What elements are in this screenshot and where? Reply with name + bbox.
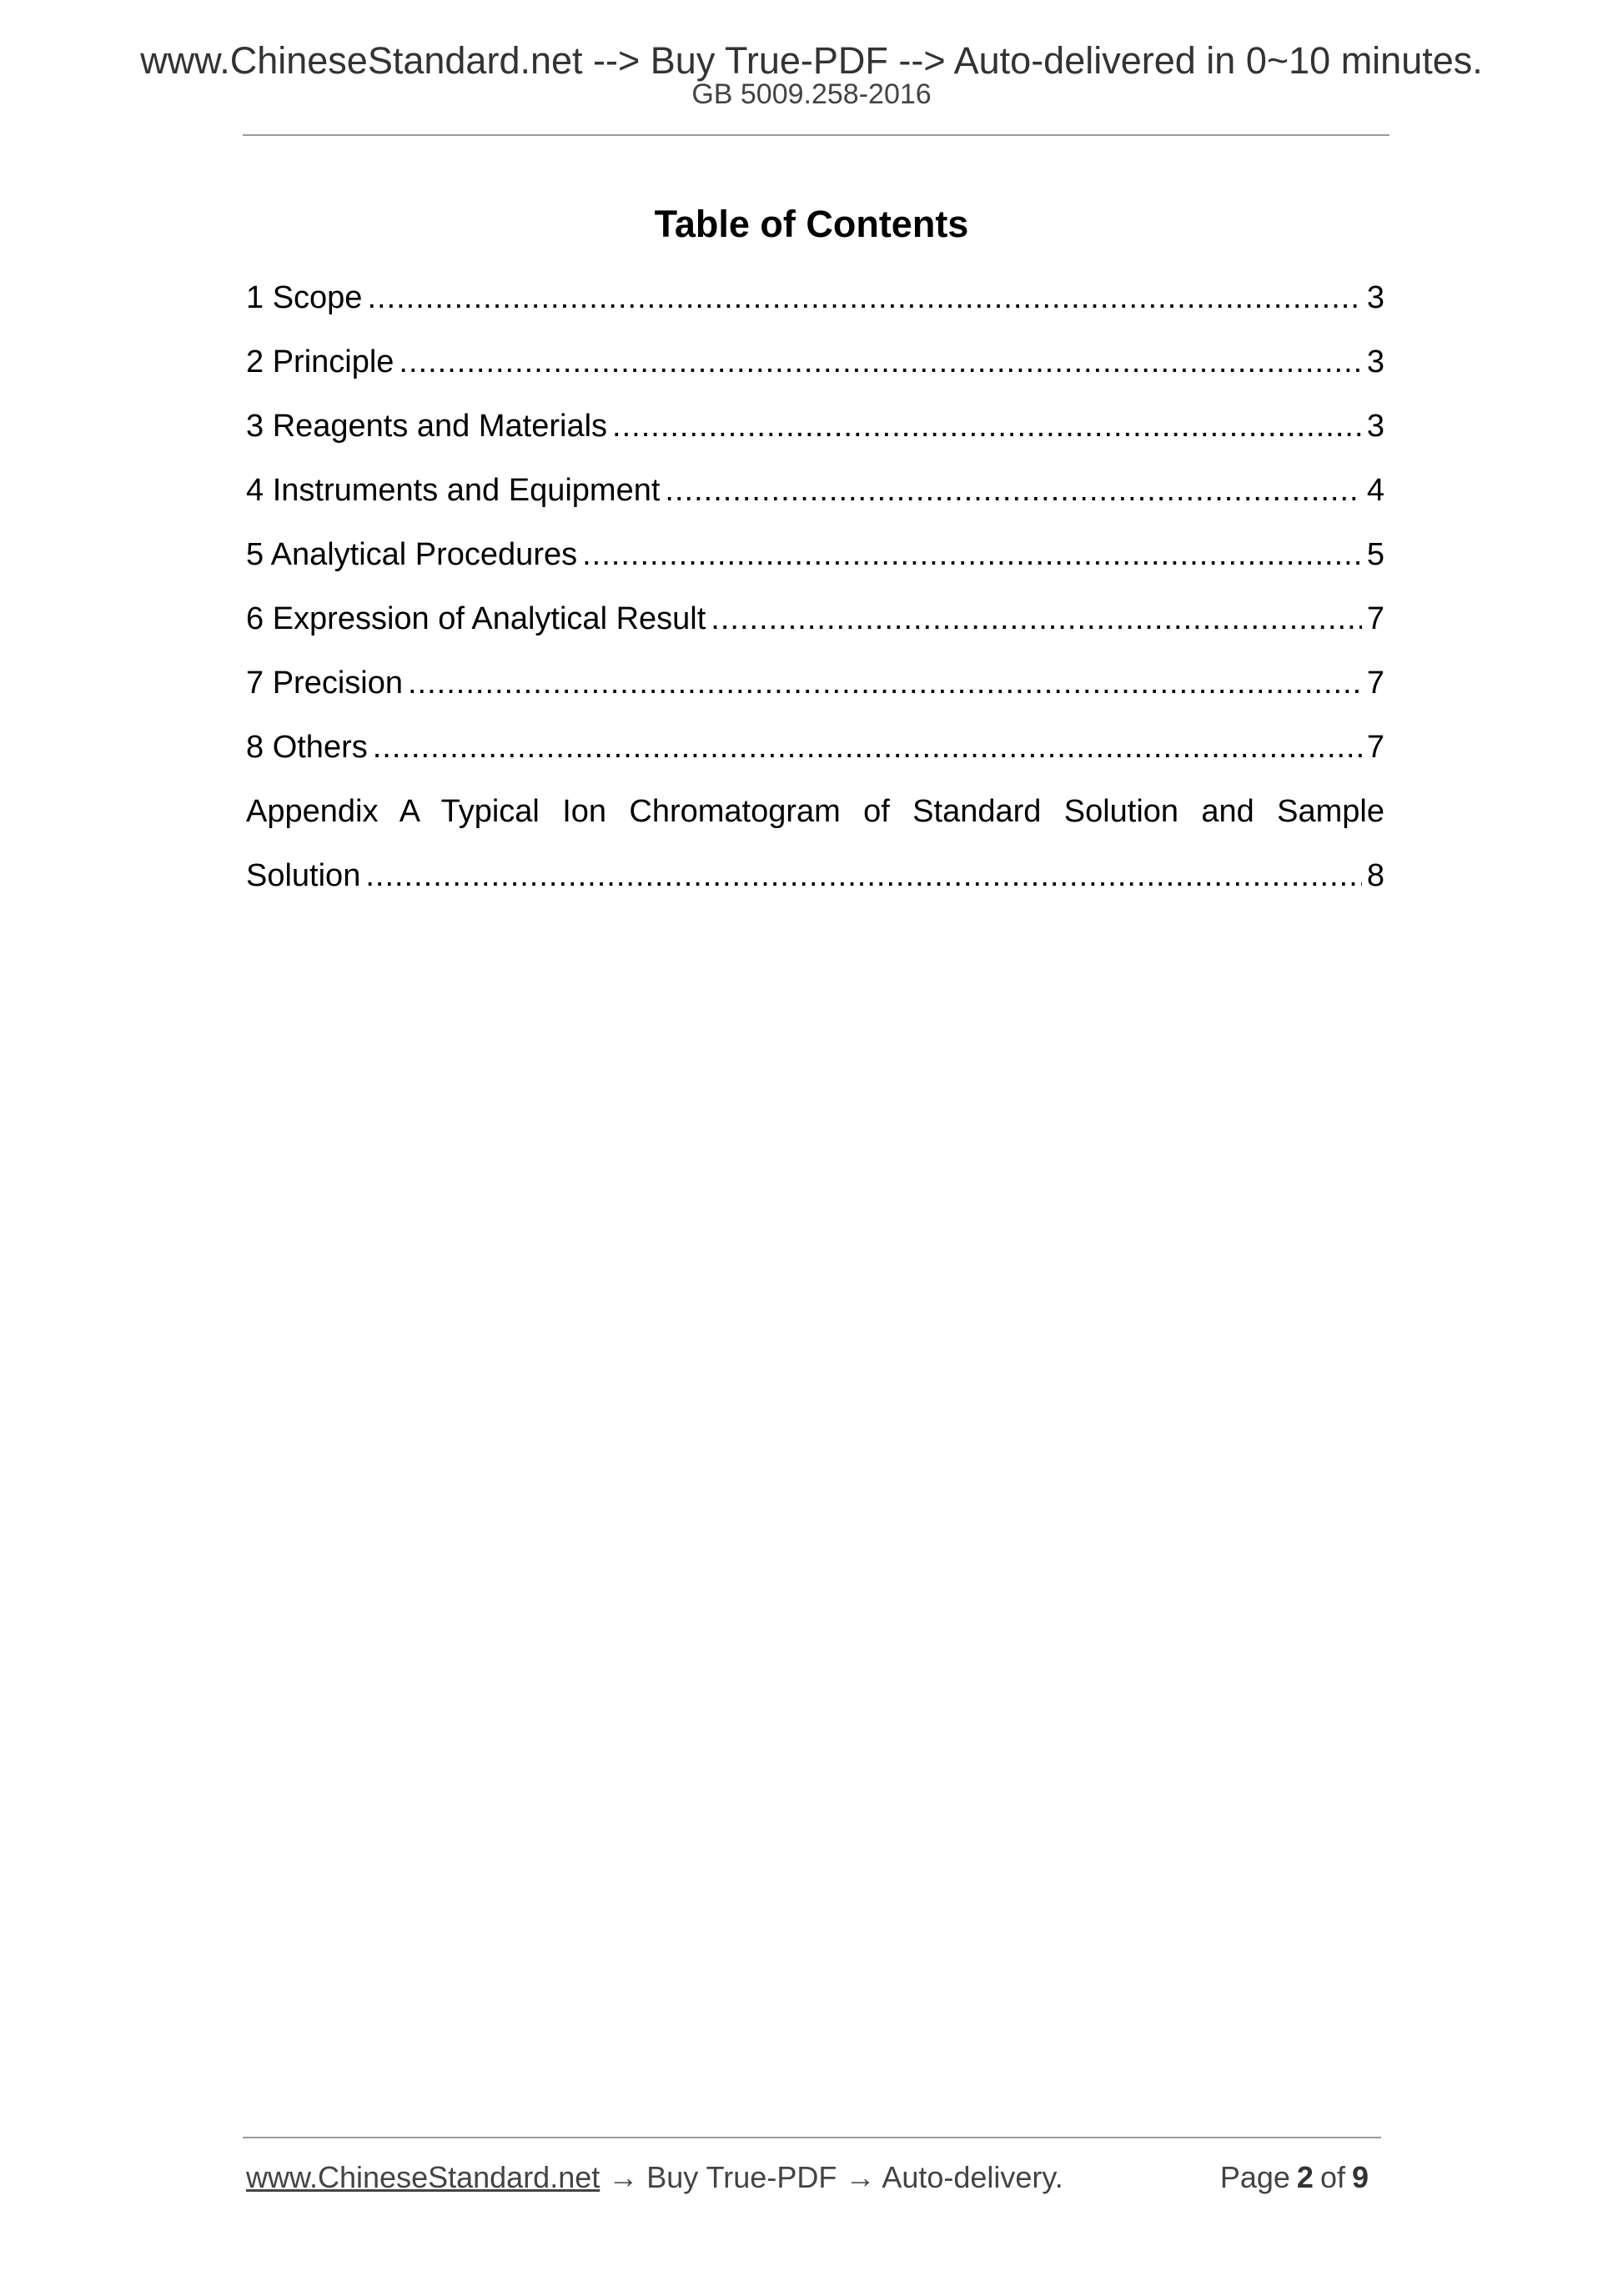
page-footer (246, 2160, 1380, 2194)
toc-entry-appendix-line2[interactable] (246, 860, 1384, 924)
toc-entry-instruments[interactable] (246, 475, 1384, 539)
top-banner: www.ChineseStandard.net --> Buy True-PDF --> Auto-delivered in 0~10 minutes. (140, 39, 1483, 82)
toc-entry-page: 5 (1366, 537, 1384, 572)
toc-entry-label: 5 Analytical Procedures (246, 537, 578, 572)
toc-entry-page: 3 (1366, 409, 1384, 444)
dot-leader (365, 860, 1362, 892)
table-of-contents (246, 282, 1384, 924)
toc-entry-label: 6 Expression of Analytical Result (246, 601, 706, 636)
dot-leader (665, 475, 1361, 506)
toc-entry-principle[interactable] (246, 346, 1384, 410)
toc-entry-page: 3 (1366, 344, 1384, 379)
dot-leader (399, 346, 1361, 378)
toc-entry-label: 4 Instruments and Equipment (246, 473, 661, 508)
toc-entry-page: 4 (1366, 473, 1384, 508)
toc-entry-page: 7 (1366, 730, 1384, 765)
footer-divider (243, 2137, 1381, 2138)
document-code: GB 5009.258-2016 (691, 78, 932, 110)
toc-entry-page: 3 (1366, 280, 1384, 315)
dot-leader (367, 282, 1361, 314)
toc-entry-label: Appendix A Typical Ion Chromatogram of Standard Solution and Sample (246, 794, 1384, 829)
of-word: of (1319, 2160, 1345, 2194)
toc-entry-reagents[interactable] (246, 410, 1384, 475)
dot-leader (582, 539, 1362, 570)
dot-leader (373, 731, 1362, 763)
toc-entry-label: 2 Principle (246, 344, 394, 379)
toc-entry-label: 8 Others (246, 730, 368, 765)
toc-entry-page: 7 (1366, 666, 1384, 701)
toc-entry-expression[interactable] (246, 603, 1384, 667)
toc-entry-label: Solution (246, 858, 361, 893)
toc-entry-page: 7 (1366, 601, 1384, 636)
dot-leader (711, 603, 1362, 635)
toc-title: Table of Contents (654, 203, 969, 245)
dot-leader (408, 667, 1362, 699)
page-total: 9 (1351, 2160, 1369, 2194)
toc-entry-scope[interactable] (246, 282, 1384, 346)
footer-site-link[interactable]: www.ChineseStandard.net (246, 2160, 600, 2194)
dot-leader (612, 410, 1362, 442)
toc-entry-procedures[interactable] (246, 539, 1384, 603)
toc-entry-others[interactable] (246, 731, 1384, 796)
toc-entry-page: 8 (1366, 858, 1384, 893)
toc-entry-precision[interactable] (246, 667, 1384, 731)
toc-entry-label: 3 Reagents and Materials (246, 409, 608, 444)
page-indicator (1219, 2160, 1375, 2194)
toc-entry-label: 1 Scope (246, 280, 363, 315)
footer-tagline: → Buy True-PDF → Auto-delivery. (600, 2160, 1063, 2194)
page-word: Page (1219, 2160, 1290, 2194)
toc-entry-label: 7 Precision (246, 666, 403, 701)
page-current: 2 (1296, 2160, 1314, 2194)
toc-entry-appendix-line1[interactable] (246, 796, 1384, 860)
header-divider (243, 134, 1389, 136)
